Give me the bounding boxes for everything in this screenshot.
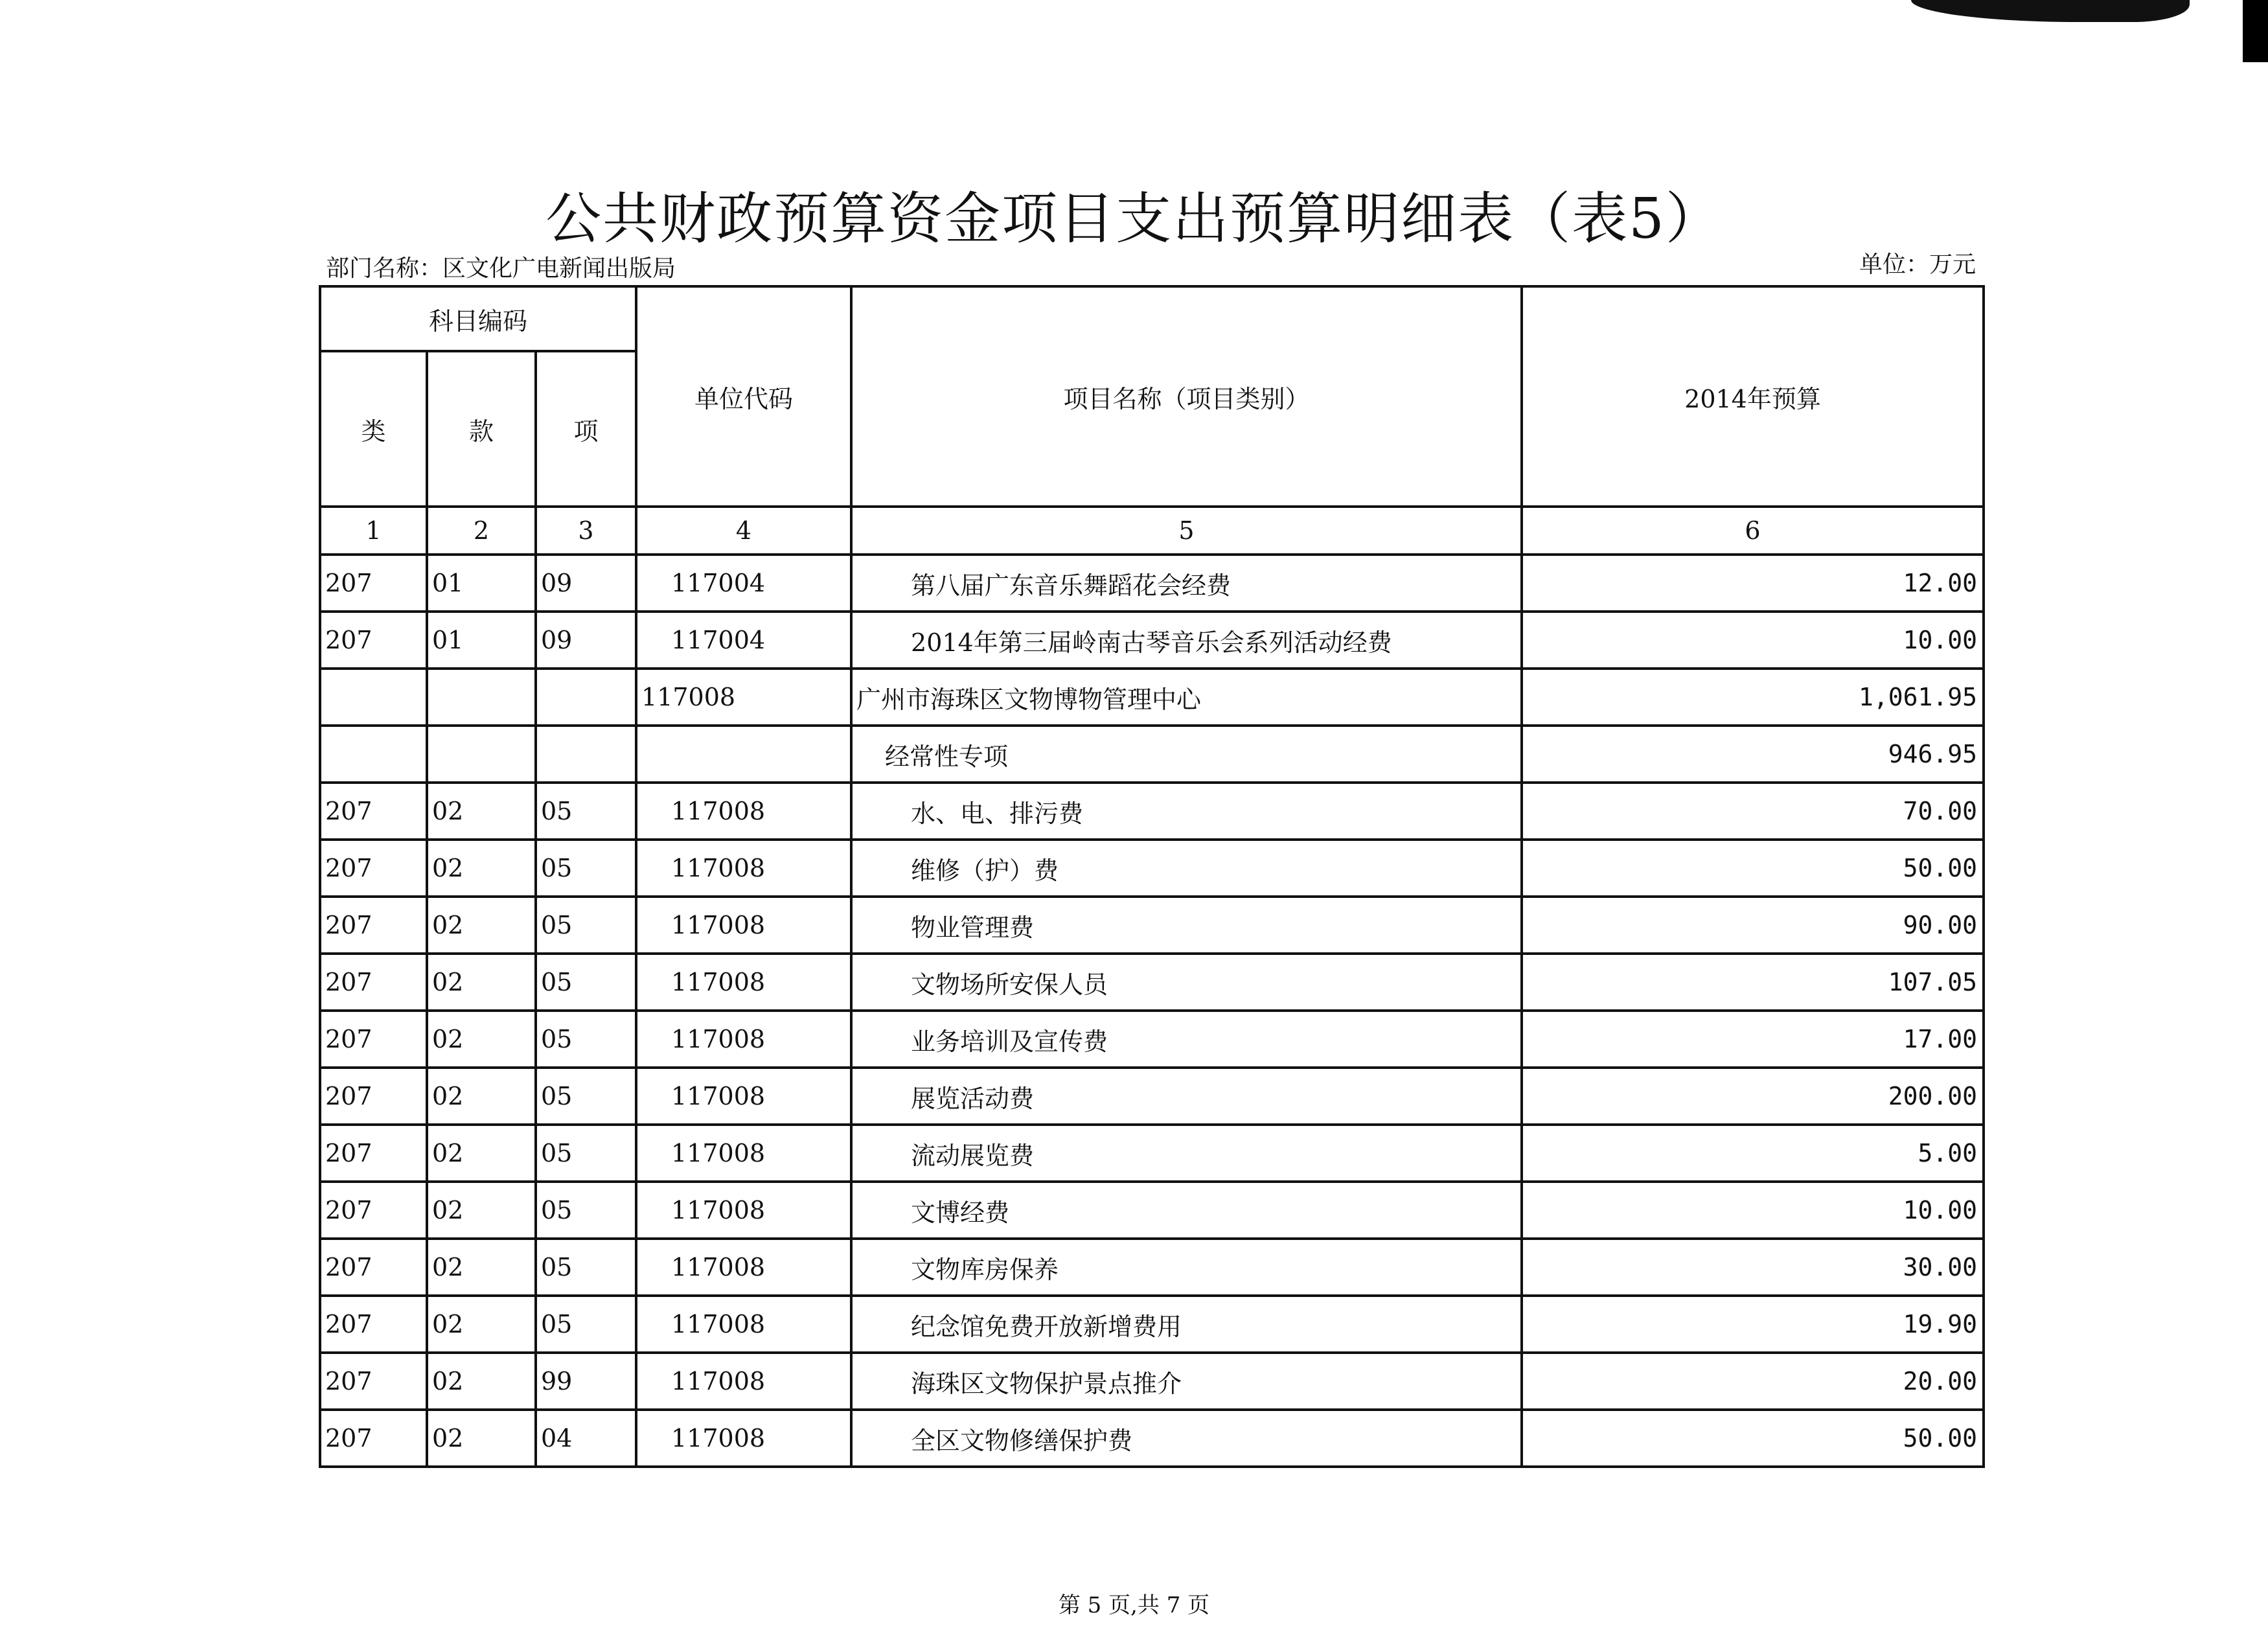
cell-project-name: 文博经费 (851, 1182, 1522, 1239)
cell-project-name: 文物库房保养 (851, 1239, 1522, 1296)
header-xiang: 项 (536, 351, 636, 507)
cell-kuan: 02 (427, 1410, 536, 1467)
cell-lei: 207 (320, 1011, 427, 1068)
cell-amount: 12.00 (1522, 555, 1984, 612)
cell-amount: 10.00 (1522, 612, 1984, 669)
cell-unit-code: 117004 (636, 612, 851, 669)
cell-xiang: 05 (536, 1296, 636, 1353)
cell-lei: 207 (320, 1125, 427, 1182)
table-row (320, 1068, 1984, 1125)
cell-lei (320, 726, 427, 783)
table-row (320, 1296, 1984, 1353)
cell-unit-code: 117008 (636, 1182, 851, 1239)
cell-kuan: 01 (427, 612, 536, 669)
cell-lei: 207 (320, 783, 427, 840)
table-header (320, 286, 1984, 555)
cell-project-name: 业务培训及宣传费 (851, 1011, 1522, 1068)
cell-kuan: 01 (427, 555, 536, 612)
cell-project-name: 流动展览费 (851, 1125, 1522, 1182)
unit-label: 单位：万元 (1859, 251, 1976, 278)
col-number: 6 (1522, 507, 1984, 555)
cell-project-name: 展览活动费 (851, 1068, 1522, 1125)
col-number: 2 (427, 507, 536, 555)
table-row (320, 1125, 1984, 1182)
cell-unit-code (636, 726, 851, 783)
col-number: 4 (636, 507, 851, 555)
table-row (320, 954, 1984, 1011)
table-row (320, 669, 1984, 726)
cell-xiang: 09 (536, 555, 636, 612)
table-row (320, 1011, 1984, 1068)
header-budget: 2014年预算 (1522, 286, 1984, 507)
cell-unit-code: 117008 (636, 840, 851, 897)
table-row (320, 1353, 1984, 1410)
cell-xiang: 05 (536, 954, 636, 1011)
cell-unit-code: 117008 (636, 1125, 851, 1182)
cell-xiang (536, 669, 636, 726)
cell-amount: 50.00 (1522, 840, 1984, 897)
cell-unit-code: 117008 (636, 1239, 851, 1296)
table-row (320, 555, 1984, 612)
cell-xiang: 05 (536, 1125, 636, 1182)
table-row (320, 1410, 1984, 1467)
table-row (320, 612, 1984, 669)
cell-xiang: 05 (536, 1239, 636, 1296)
header-subject-code: 科目编码 (320, 286, 636, 351)
cell-project-name: 第八届广东音乐舞蹈花会经费 (851, 555, 1522, 612)
cell-lei: 207 (320, 954, 427, 1011)
cell-project-name: 2014年第三届岭南古琴音乐会系列活动经费 (851, 612, 1522, 669)
cell-amount: 946.95 (1522, 726, 1984, 783)
cell-amount: 10.00 (1522, 1182, 1984, 1239)
cell-project-name: 水、电、排污费 (851, 783, 1522, 840)
cell-unit-code: 117008 (636, 1296, 851, 1353)
cell-xiang: 09 (536, 612, 636, 669)
cell-xiang: 04 (536, 1410, 636, 1467)
cell-xiang (536, 726, 636, 783)
cell-amount: 1,061.95 (1522, 669, 1984, 726)
cell-lei: 207 (320, 1353, 427, 1410)
cell-unit-code: 117008 (636, 669, 851, 726)
cell-kuan: 02 (427, 1068, 536, 1125)
cell-amount: 5.00 (1522, 1125, 1984, 1182)
header-project-name: 项目名称（项目类别） (851, 286, 1522, 507)
cell-amount: 19.90 (1522, 1296, 1984, 1353)
cell-kuan: 02 (427, 1239, 536, 1296)
cell-amount: 17.00 (1522, 1011, 1984, 1068)
header-unit-code: 单位代码 (636, 286, 851, 507)
cell-kuan: 02 (427, 840, 536, 897)
cell-lei: 207 (320, 897, 427, 954)
department-label: 部门名称：区文化广电新闻出版局 (326, 255, 676, 282)
cell-amount: 20.00 (1522, 1353, 1984, 1410)
cell-lei: 207 (320, 1296, 427, 1353)
cell-project-name: 广州市海珠区文物博物管理中心 (851, 669, 1522, 726)
cell-project-name: 海珠区文物保护景点推介 (851, 1353, 1522, 1410)
cell-amount: 90.00 (1522, 897, 1984, 954)
page-title: 公共财政预算资金项目支出预算明细表（表5） (545, 187, 1723, 251)
cell-unit-code: 117008 (636, 1410, 851, 1467)
cell-unit-code: 117008 (636, 1353, 851, 1410)
cell-xiang: 05 (536, 783, 636, 840)
cell-amount: 200.00 (1522, 1068, 1984, 1125)
cell-kuan: 02 (427, 1182, 536, 1239)
cell-unit-code: 117008 (636, 954, 851, 1011)
cell-kuan: 02 (427, 1353, 536, 1410)
table-row (320, 1239, 1984, 1296)
header-kuan: 款 (427, 351, 536, 507)
cell-unit-code: 117008 (636, 783, 851, 840)
col-number: 3 (536, 507, 636, 555)
col-number: 1 (320, 507, 427, 555)
cell-amount: 107.05 (1522, 954, 1984, 1011)
cell-lei: 207 (320, 1068, 427, 1125)
cell-xiang: 99 (536, 1353, 636, 1410)
cell-project-name: 维修（护）费 (851, 840, 1522, 897)
cell-kuan: 02 (427, 1125, 536, 1182)
cell-lei (320, 669, 427, 726)
cell-kuan: 02 (427, 1011, 536, 1068)
cell-unit-code: 117008 (636, 1011, 851, 1068)
cell-xiang: 05 (536, 840, 636, 897)
cell-kuan: 02 (427, 897, 536, 954)
cell-project-name: 纪念馆免费开放新增费用 (851, 1296, 1522, 1353)
cell-xiang: 05 (536, 1182, 636, 1239)
cell-xiang: 05 (536, 897, 636, 954)
cell-unit-code: 117004 (636, 555, 851, 612)
cell-lei: 207 (320, 1182, 427, 1239)
cell-kuan: 02 (427, 783, 536, 840)
cell-lei: 207 (320, 840, 427, 897)
cell-amount: 70.00 (1522, 783, 1984, 840)
scan-artifact-right (2243, 0, 2268, 62)
table-body (320, 555, 1984, 1467)
header-lei: 类 (320, 351, 427, 507)
cell-xiang: 05 (536, 1068, 636, 1125)
page-number: 第 5 页,共 7 页 (1058, 1592, 1210, 1618)
cell-kuan: 02 (427, 954, 536, 1011)
cell-xiang: 05 (536, 1011, 636, 1068)
cell-lei: 207 (320, 1239, 427, 1296)
cell-lei: 207 (320, 612, 427, 669)
budget-table-container (319, 285, 1982, 1468)
cell-project-name: 全区文物修缮保护费 (851, 1410, 1522, 1467)
cell-amount: 50.00 (1522, 1410, 1984, 1467)
cell-kuan (427, 726, 536, 783)
cell-project-name: 物业管理费 (851, 897, 1522, 954)
cell-lei: 207 (320, 555, 427, 612)
budget-table (319, 285, 1985, 1468)
cell-kuan: 02 (427, 1296, 536, 1353)
table-row (320, 783, 1984, 840)
table-row (320, 897, 1984, 954)
table-row (320, 1182, 1984, 1239)
cell-amount: 30.00 (1522, 1239, 1984, 1296)
scan-artifact-top (1911, 0, 2190, 22)
cell-lei: 207 (320, 1410, 427, 1467)
cell-kuan (427, 669, 536, 726)
cell-unit-code: 117008 (636, 1068, 851, 1125)
table-row (320, 840, 1984, 897)
cell-project-name: 文物场所安保人员 (851, 954, 1522, 1011)
cell-project-name: 经常性专项 (851, 726, 1522, 783)
table-row (320, 726, 1984, 783)
col-number: 5 (851, 507, 1522, 555)
cell-unit-code: 117008 (636, 897, 851, 954)
